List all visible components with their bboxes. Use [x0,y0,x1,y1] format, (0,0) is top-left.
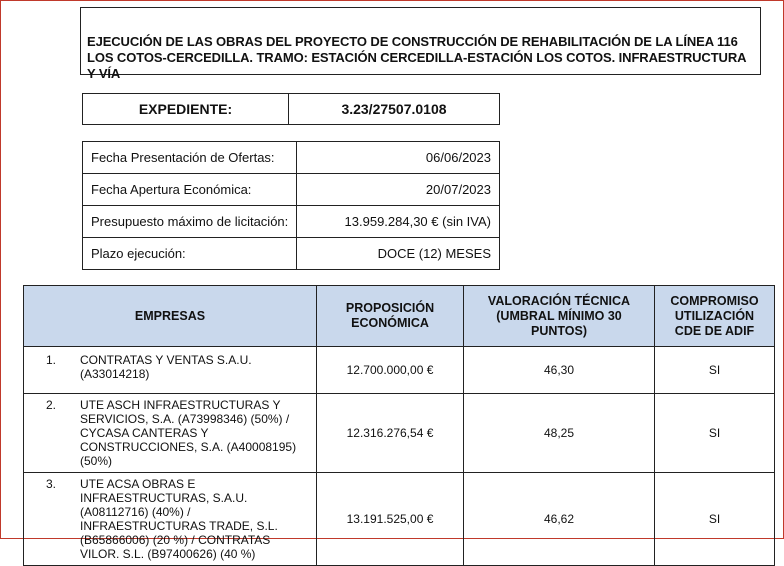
bids-table [23,285,775,566]
offer-cell: 12.316.276,54 € [317,394,464,473]
meta-label: Presupuesto máximo de licitación: [83,206,297,238]
offer-cell: 12.700.000,00 € [317,347,464,394]
score-cell: 48,25 [464,394,655,473]
meta-label: Fecha Apertura Económica: [83,174,297,206]
company-cell [24,394,317,473]
company-name: CONTRATAS Y VENTAS S.A.U. (A33014218) [80,353,252,381]
meta-row [83,174,500,206]
row-number: 2. [45,398,56,412]
expediente-table [82,93,500,125]
meta-row [83,142,500,174]
expediente-label: EXPEDIENTE: [83,94,289,125]
company-cell [24,347,317,394]
table-row [24,394,775,473]
meta-value: 06/06/2023 [297,142,500,174]
row-number: 1. [45,353,56,367]
cde-cell: SI [655,473,775,566]
header-proposicion: PROPOSICIÓN ECONÓMICA [317,286,464,347]
expediente-value: 3.23/27507.0108 [289,94,500,125]
offer-cell: 13.191.525,00 € [317,473,464,566]
score-cell: 46,62 [464,473,655,566]
row-number: 3. [45,477,56,491]
meta-value: 20/07/2023 [297,174,500,206]
meta-row [83,206,500,238]
header-compromiso: COMPROMISO UTILIZACIÓN CDE DE ADIF [655,286,775,347]
company-name: UTE ACSA OBRAS E INFRAESTRUCTURAS, S.A.U. (A08112716) (40%) / INFRAESTRUCTURAS TRADE, S.L. (B65866006) (20 %) / CONTRATAS VILOR. S.L. (B97400626) (40 %) [80,477,278,561]
meta-table [82,141,500,270]
header-empresas: EMPRESAS [24,286,317,347]
score-cell: 46,30 [464,347,655,394]
cde-cell: SI [655,394,775,473]
meta-value: DOCE (12) MESES [297,238,500,270]
meta-label: Fecha Presentación de Ofertas: [83,142,297,174]
bids-header-row [24,286,775,347]
header-valoracion: VALORACIÓN TÉCNICA (UMBRAL MÍNIMO 30 PUNTOS) [464,286,655,347]
table-row [24,473,775,566]
meta-label: Plazo ejecución: [83,238,297,270]
meta-value: 13.959.284,30 € (sin IVA) [297,206,500,238]
meta-row [83,238,500,270]
table-row [24,347,775,394]
company-name: UTE ASCH INFRAESTRUCTURAS Y SERVICIOS, S.A. (A73998346) (50%) / CYCASA CANTERAS Y CONSTRUCCIONES, S.A. (A40008195) (50%) [80,398,297,468]
cde-cell: SI [655,347,775,394]
company-cell [24,473,317,566]
project-title: EJECUCIÓN DE LAS OBRAS DEL PROYECTO DE CONSTRUCCIÓN DE REHABILITACIÓN DE LA LÍNEA 116 LOS COTOS-CERCEDILLA. TRAMO: ESTACIÓN CERCEDILLA-ESTACIÓN LOS COTOS. INFRAESTRUCTURA Y VÍA [80,7,761,75]
